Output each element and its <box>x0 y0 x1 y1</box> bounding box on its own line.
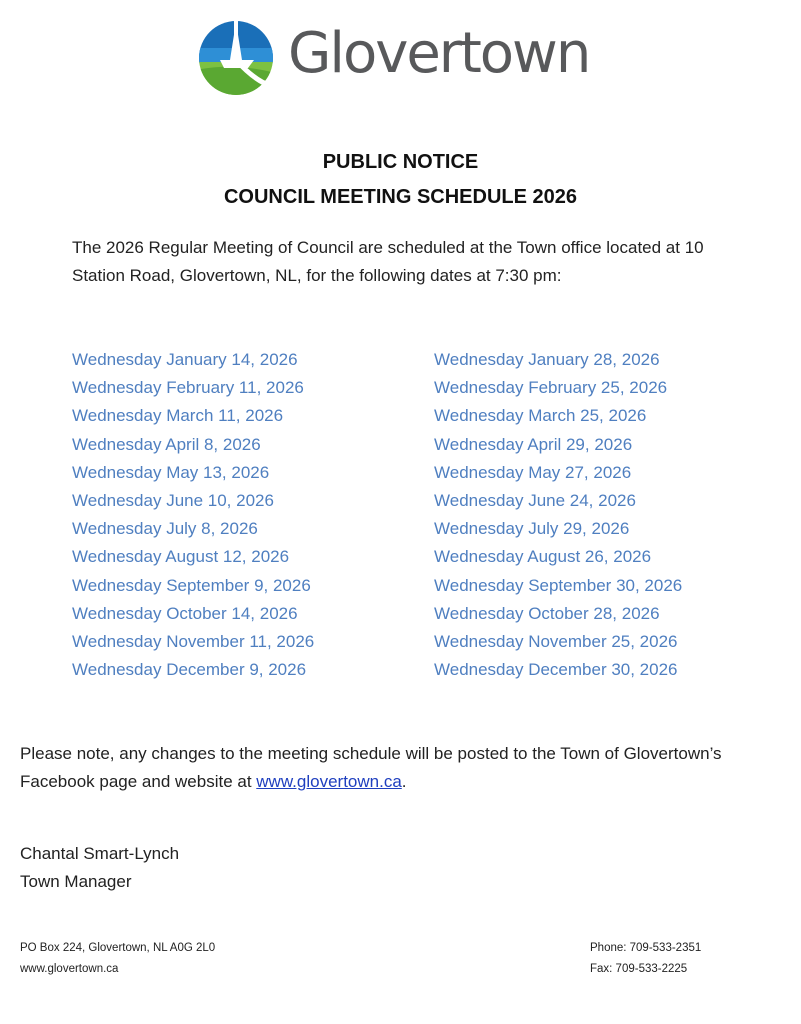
meeting-date: Wednesday October 28, 2026 <box>434 603 660 623</box>
website-link[interactable]: www.glovertown.ca <box>256 772 402 791</box>
meeting-date: Wednesday November 25, 2026 <box>434 632 678 652</box>
intro-line-2: Station Road, Glovertown, NL, for the following dates at 7:30 pm: <box>72 266 562 285</box>
changes-note <box>20 740 795 796</box>
meeting-date: Wednesday August 26, 2026 <box>434 547 652 567</box>
note-line-2-prefix: Facebook page and website at <box>20 772 257 791</box>
meeting-date: Wednesday November 11, 2026 <box>72 632 315 652</box>
intro-paragraph <box>72 234 772 290</box>
signature-block <box>20 840 179 896</box>
footer-website: www.glovertown.ca <box>20 963 119 975</box>
meeting-date: Wednesday August 12, 2026 <box>72 547 290 567</box>
logo-wordmark: Glovertown <box>288 21 590 86</box>
meeting-date: Wednesday March 11, 2026 <box>72 406 284 426</box>
intro-line-1: The 2026 Regular Meeting of Council are scheduled at the Town office located at 10 <box>72 238 704 257</box>
meeting-date: Wednesday October 14, 2026 <box>72 603 298 623</box>
meeting-date: Wednesday May 27, 2026 <box>434 462 632 482</box>
meeting-date: Wednesday February 11, 2026 <box>72 378 304 398</box>
dates-left-column <box>72 346 314 684</box>
dates-right-column <box>434 346 682 684</box>
meeting-date: Wednesday December 30, 2026 <box>434 660 678 680</box>
meeting-date: Wednesday March 25, 2026 <box>434 406 647 426</box>
meeting-date: Wednesday July 8, 2026 <box>72 519 258 539</box>
meeting-date: Wednesday September 30, 2026 <box>434 575 683 595</box>
meeting-date: Wednesday January 14, 2026 <box>72 350 298 369</box>
footer-phone: Phone: 709-533-2351 <box>590 942 702 954</box>
meeting-date: Wednesday September 9, 2026 <box>72 575 311 595</box>
meeting-date: Wednesday June 10, 2026 <box>72 491 274 511</box>
signatory-name: Chantal Smart-Lynch <box>20 844 180 863</box>
note-line-1: Please note, any changes to the meeting schedule will be posted to the Town of Glovertown’s <box>20 744 722 763</box>
footer-fax: Fax: 709-533-2225 <box>590 963 688 975</box>
notice-subtitle: COUNCIL MEETING SCHEDULE 2026 <box>223 186 578 208</box>
footer-address: PO Box 224, Glovertown, NL A0G 2L0 <box>20 942 216 954</box>
footer-contact-block <box>590 938 701 980</box>
town-logo <box>196 12 616 96</box>
meeting-date: Wednesday July 29, 2026 <box>434 519 630 539</box>
signatory-role: Town Manager <box>20 872 132 891</box>
notice-title: PUBLIC NOTICE <box>322 151 479 173</box>
glovertown-logo-icon <box>196 12 280 96</box>
note-line-2 <box>20 768 795 796</box>
meeting-date: Wednesday January 28, 2026 <box>434 350 660 369</box>
meeting-date: Wednesday April 8, 2026 <box>72 434 261 454</box>
meeting-date: Wednesday June 24, 2026 <box>434 491 636 511</box>
meeting-date: Wednesday May 13, 2026 <box>72 462 270 482</box>
meeting-date: Wednesday December 9, 2026 <box>72 660 307 680</box>
note-line-2-suffix: . <box>401 772 407 791</box>
meeting-date: Wednesday February 25, 2026 <box>434 378 668 398</box>
footer-address-block <box>20 938 215 980</box>
meeting-date: Wednesday April 29, 2026 <box>434 434 633 454</box>
